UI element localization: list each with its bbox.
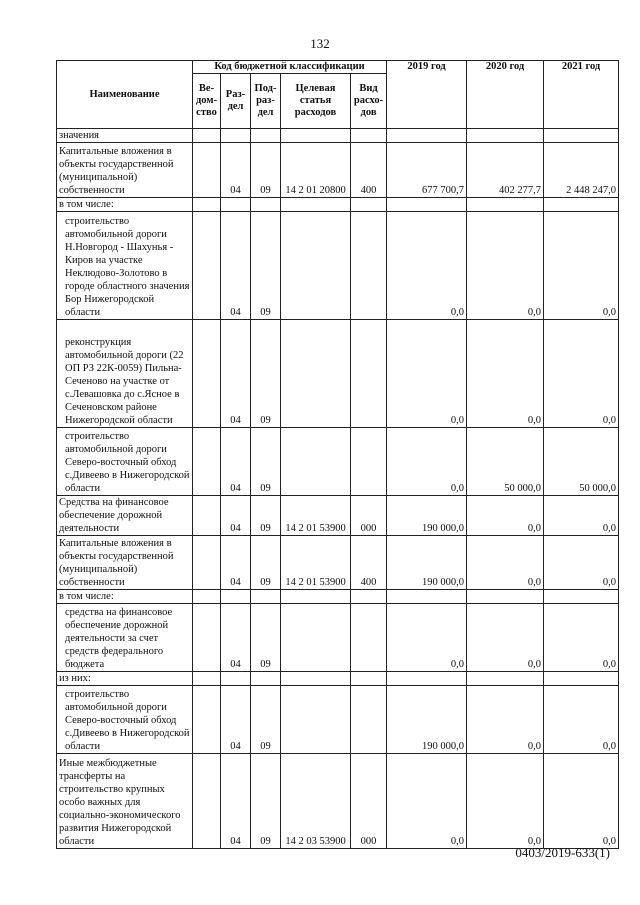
row-2020-cell: 0,0 xyxy=(467,604,544,672)
row-vid-cell: 400 xyxy=(351,143,387,198)
row-vid-cell xyxy=(351,604,387,672)
row-podrazdel-cell xyxy=(251,672,281,686)
row-razdel-cell: 04 xyxy=(221,604,251,672)
row-name-cell: Капитальные вложения в объекты государственной (муниципальной) собственности xyxy=(57,536,193,590)
row-2021-cell: 0,0 xyxy=(544,604,619,672)
header-target: Целевая статья расходов xyxy=(281,74,351,129)
row-target-cell xyxy=(281,129,351,143)
row-2021-cell: 0,0 xyxy=(544,320,619,428)
row-target-cell xyxy=(281,672,351,686)
header-podrazdel: Под- раз- дел xyxy=(251,74,281,129)
row-vedomstvo-cell xyxy=(193,604,221,672)
row-2020-cell: 0,0 xyxy=(467,320,544,428)
table-row xyxy=(57,686,619,754)
row-2021-cell: 0,0 xyxy=(544,496,619,536)
row-target-cell: 14 2 01 53900 xyxy=(281,536,351,590)
row-razdel-cell: 04 xyxy=(221,754,251,849)
row-2019-cell: 0,0 xyxy=(387,754,467,849)
row-vedomstvo-cell xyxy=(193,496,221,536)
row-name-cell: из них: xyxy=(57,672,193,686)
row-vid-cell: 400 xyxy=(351,536,387,590)
row-vedomstvo-cell xyxy=(193,590,221,604)
row-vid-cell: 000 xyxy=(351,496,387,536)
row-vid-cell xyxy=(351,686,387,754)
row-target-cell xyxy=(281,590,351,604)
header-name: Наименование xyxy=(57,61,193,129)
row-2019-cell: 190 000,0 xyxy=(387,686,467,754)
header-2021: 2021 год xyxy=(544,61,619,129)
row-2019-cell: 190 000,0 xyxy=(387,536,467,590)
row-2019-cell: 0,0 xyxy=(387,604,467,672)
row-2020-cell: 50 000,0 xyxy=(467,428,544,496)
row-podrazdel-cell: 09 xyxy=(251,754,281,849)
header-razdel: Раз- дел xyxy=(221,74,251,129)
row-razdel-cell: 04 xyxy=(221,212,251,320)
row-razdel-cell: 04 xyxy=(221,143,251,198)
row-vid-cell xyxy=(351,212,387,320)
table-row xyxy=(57,496,619,536)
row-razdel-cell: 04 xyxy=(221,428,251,496)
row-vedomstvo-cell xyxy=(193,143,221,198)
row-2021-cell xyxy=(544,672,619,686)
row-vedomstvo-cell xyxy=(193,754,221,849)
row-podrazdel-cell: 09 xyxy=(251,212,281,320)
row-name-cell: в том числе: xyxy=(57,590,193,604)
table-row xyxy=(57,672,619,686)
row-podrazdel-cell xyxy=(251,129,281,143)
row-vid-cell xyxy=(351,320,387,428)
row-name-cell: строительство автомобильной дороги Н.Новгород - Шахунья - Киров на участке Неклюдово-Золотово в городе областного значения Бор Нижегородской области xyxy=(57,212,193,320)
row-2020-cell: 0,0 xyxy=(467,754,544,849)
row-podrazdel-cell: 09 xyxy=(251,496,281,536)
row-podrazdel-cell: 09 xyxy=(251,686,281,754)
budget-table xyxy=(56,60,619,849)
table-row xyxy=(57,143,619,198)
table-row xyxy=(57,754,619,849)
table-row xyxy=(57,536,619,590)
header-vedomstvo: Ве- дом- ство xyxy=(193,74,221,129)
table-row xyxy=(57,129,619,143)
row-2019-cell xyxy=(387,590,467,604)
page-number: 132 xyxy=(310,36,330,51)
row-vid-cell xyxy=(351,198,387,212)
row-razdel-cell xyxy=(221,129,251,143)
row-vid-cell xyxy=(351,590,387,604)
row-target-cell: 14 2 01 53900 xyxy=(281,496,351,536)
row-2021-cell: 2 448 247,0 xyxy=(544,143,619,198)
table-row xyxy=(57,212,619,320)
row-vedomstvo-cell xyxy=(193,129,221,143)
row-2021-cell: 0,0 xyxy=(544,536,619,590)
table-row xyxy=(57,604,619,672)
row-2019-cell xyxy=(387,129,467,143)
row-target-cell xyxy=(281,428,351,496)
row-vid-cell xyxy=(351,129,387,143)
row-vid-cell: 000 xyxy=(351,754,387,849)
row-2020-cell xyxy=(467,129,544,143)
row-vedomstvo-cell xyxy=(193,212,221,320)
header-vid: Вид расхо- дов xyxy=(351,74,387,129)
row-2021-cell xyxy=(544,198,619,212)
row-razdel-cell: 04 xyxy=(221,686,251,754)
row-2019-cell: 0,0 xyxy=(387,428,467,496)
header-2019: 2019 год xyxy=(387,61,467,129)
row-target-cell xyxy=(281,198,351,212)
row-2020-cell: 0,0 xyxy=(467,686,544,754)
row-2019-cell: 0,0 xyxy=(387,320,467,428)
row-vid-cell xyxy=(351,672,387,686)
row-vedomstvo-cell xyxy=(193,686,221,754)
row-2019-cell xyxy=(387,672,467,686)
row-podrazdel-cell xyxy=(251,590,281,604)
table-row xyxy=(57,320,619,428)
document-code: 0403/2019-633(1) xyxy=(515,845,610,860)
row-vedomstvo-cell xyxy=(193,198,221,212)
table-row xyxy=(57,428,619,496)
row-name-cell: значения xyxy=(57,129,193,143)
row-vedomstvo-cell xyxy=(193,428,221,496)
row-2021-cell: 0,0 xyxy=(544,754,619,849)
row-target-cell xyxy=(281,320,351,428)
row-2021-cell: 50 000,0 xyxy=(544,428,619,496)
row-razdel-cell xyxy=(221,198,251,212)
row-razdel-cell: 04 xyxy=(221,320,251,428)
row-podrazdel-cell: 09 xyxy=(251,428,281,496)
row-2021-cell: 0,0 xyxy=(544,686,619,754)
table-row xyxy=(57,590,619,604)
row-2021-cell xyxy=(544,129,619,143)
table-body xyxy=(57,129,619,849)
row-name-cell: Иные межбюджетные трансферты на строительство крупных особо важных для социально-экономического развития Нижегородской области xyxy=(57,754,193,849)
row-vedomstvo-cell xyxy=(193,672,221,686)
row-2020-cell: 402 277,7 xyxy=(467,143,544,198)
row-target-cell xyxy=(281,604,351,672)
row-2021-cell: 0,0 xyxy=(544,212,619,320)
row-podrazdel-cell: 09 xyxy=(251,604,281,672)
header-2020: 2020 год xyxy=(467,61,544,129)
row-razdel-cell xyxy=(221,590,251,604)
row-2021-cell xyxy=(544,590,619,604)
row-razdel-cell: 04 xyxy=(221,536,251,590)
row-podrazdel-cell xyxy=(251,198,281,212)
row-2020-cell: 0,0 xyxy=(467,536,544,590)
row-name-cell: средства на финансовое обеспечение дорожной деятельности за счет средств федерального бюджета xyxy=(57,604,193,672)
row-name-cell: Капитальные вложения в объекты государственной (муниципальной) собственности xyxy=(57,143,193,198)
row-vedomstvo-cell xyxy=(193,320,221,428)
row-name-cell: Средства на финансовое обеспечение дорожной деятельности xyxy=(57,496,193,536)
row-podrazdel-cell: 09 xyxy=(251,536,281,590)
row-vid-cell xyxy=(351,428,387,496)
row-razdel-cell xyxy=(221,672,251,686)
row-2020-cell xyxy=(467,672,544,686)
row-2019-cell: 190 000,0 xyxy=(387,496,467,536)
row-2020-cell xyxy=(467,590,544,604)
row-name-cell: реконструкция автомобильной дороги (22 ОП РЗ 22К-0059) Пильна-Сеченово на участке от с.Левашовка до с.Ясное в Сеченовском районе Нижегородской области xyxy=(57,320,193,428)
row-target-cell: 14 2 01 20800 xyxy=(281,143,351,198)
row-podrazdel-cell: 09 xyxy=(251,320,281,428)
row-2020-cell xyxy=(467,198,544,212)
row-target-cell xyxy=(281,212,351,320)
row-2020-cell: 0,0 xyxy=(467,212,544,320)
row-2019-cell: 677 700,7 xyxy=(387,143,467,198)
row-target-cell xyxy=(281,686,351,754)
table-row xyxy=(57,198,619,212)
row-target-cell: 14 2 03 53900 xyxy=(281,754,351,849)
row-2019-cell xyxy=(387,198,467,212)
row-razdel-cell: 04 xyxy=(221,496,251,536)
row-vedomstvo-cell xyxy=(193,536,221,590)
header-code-group: Код бюджетной классификации xyxy=(193,61,387,74)
row-name-cell: в том числе: xyxy=(57,198,193,212)
row-2020-cell: 0,0 xyxy=(467,496,544,536)
row-name-cell: строительство автомобильной дороги Северо-восточный обход с.Дивеево в Нижегородской области xyxy=(57,428,193,496)
row-name-cell: строительство автомобильной дороги Северо-восточный обход с.Дивеево в Нижегородской области xyxy=(57,686,193,754)
row-2019-cell: 0,0 xyxy=(387,212,467,320)
row-podrazdel-cell: 09 xyxy=(251,143,281,198)
